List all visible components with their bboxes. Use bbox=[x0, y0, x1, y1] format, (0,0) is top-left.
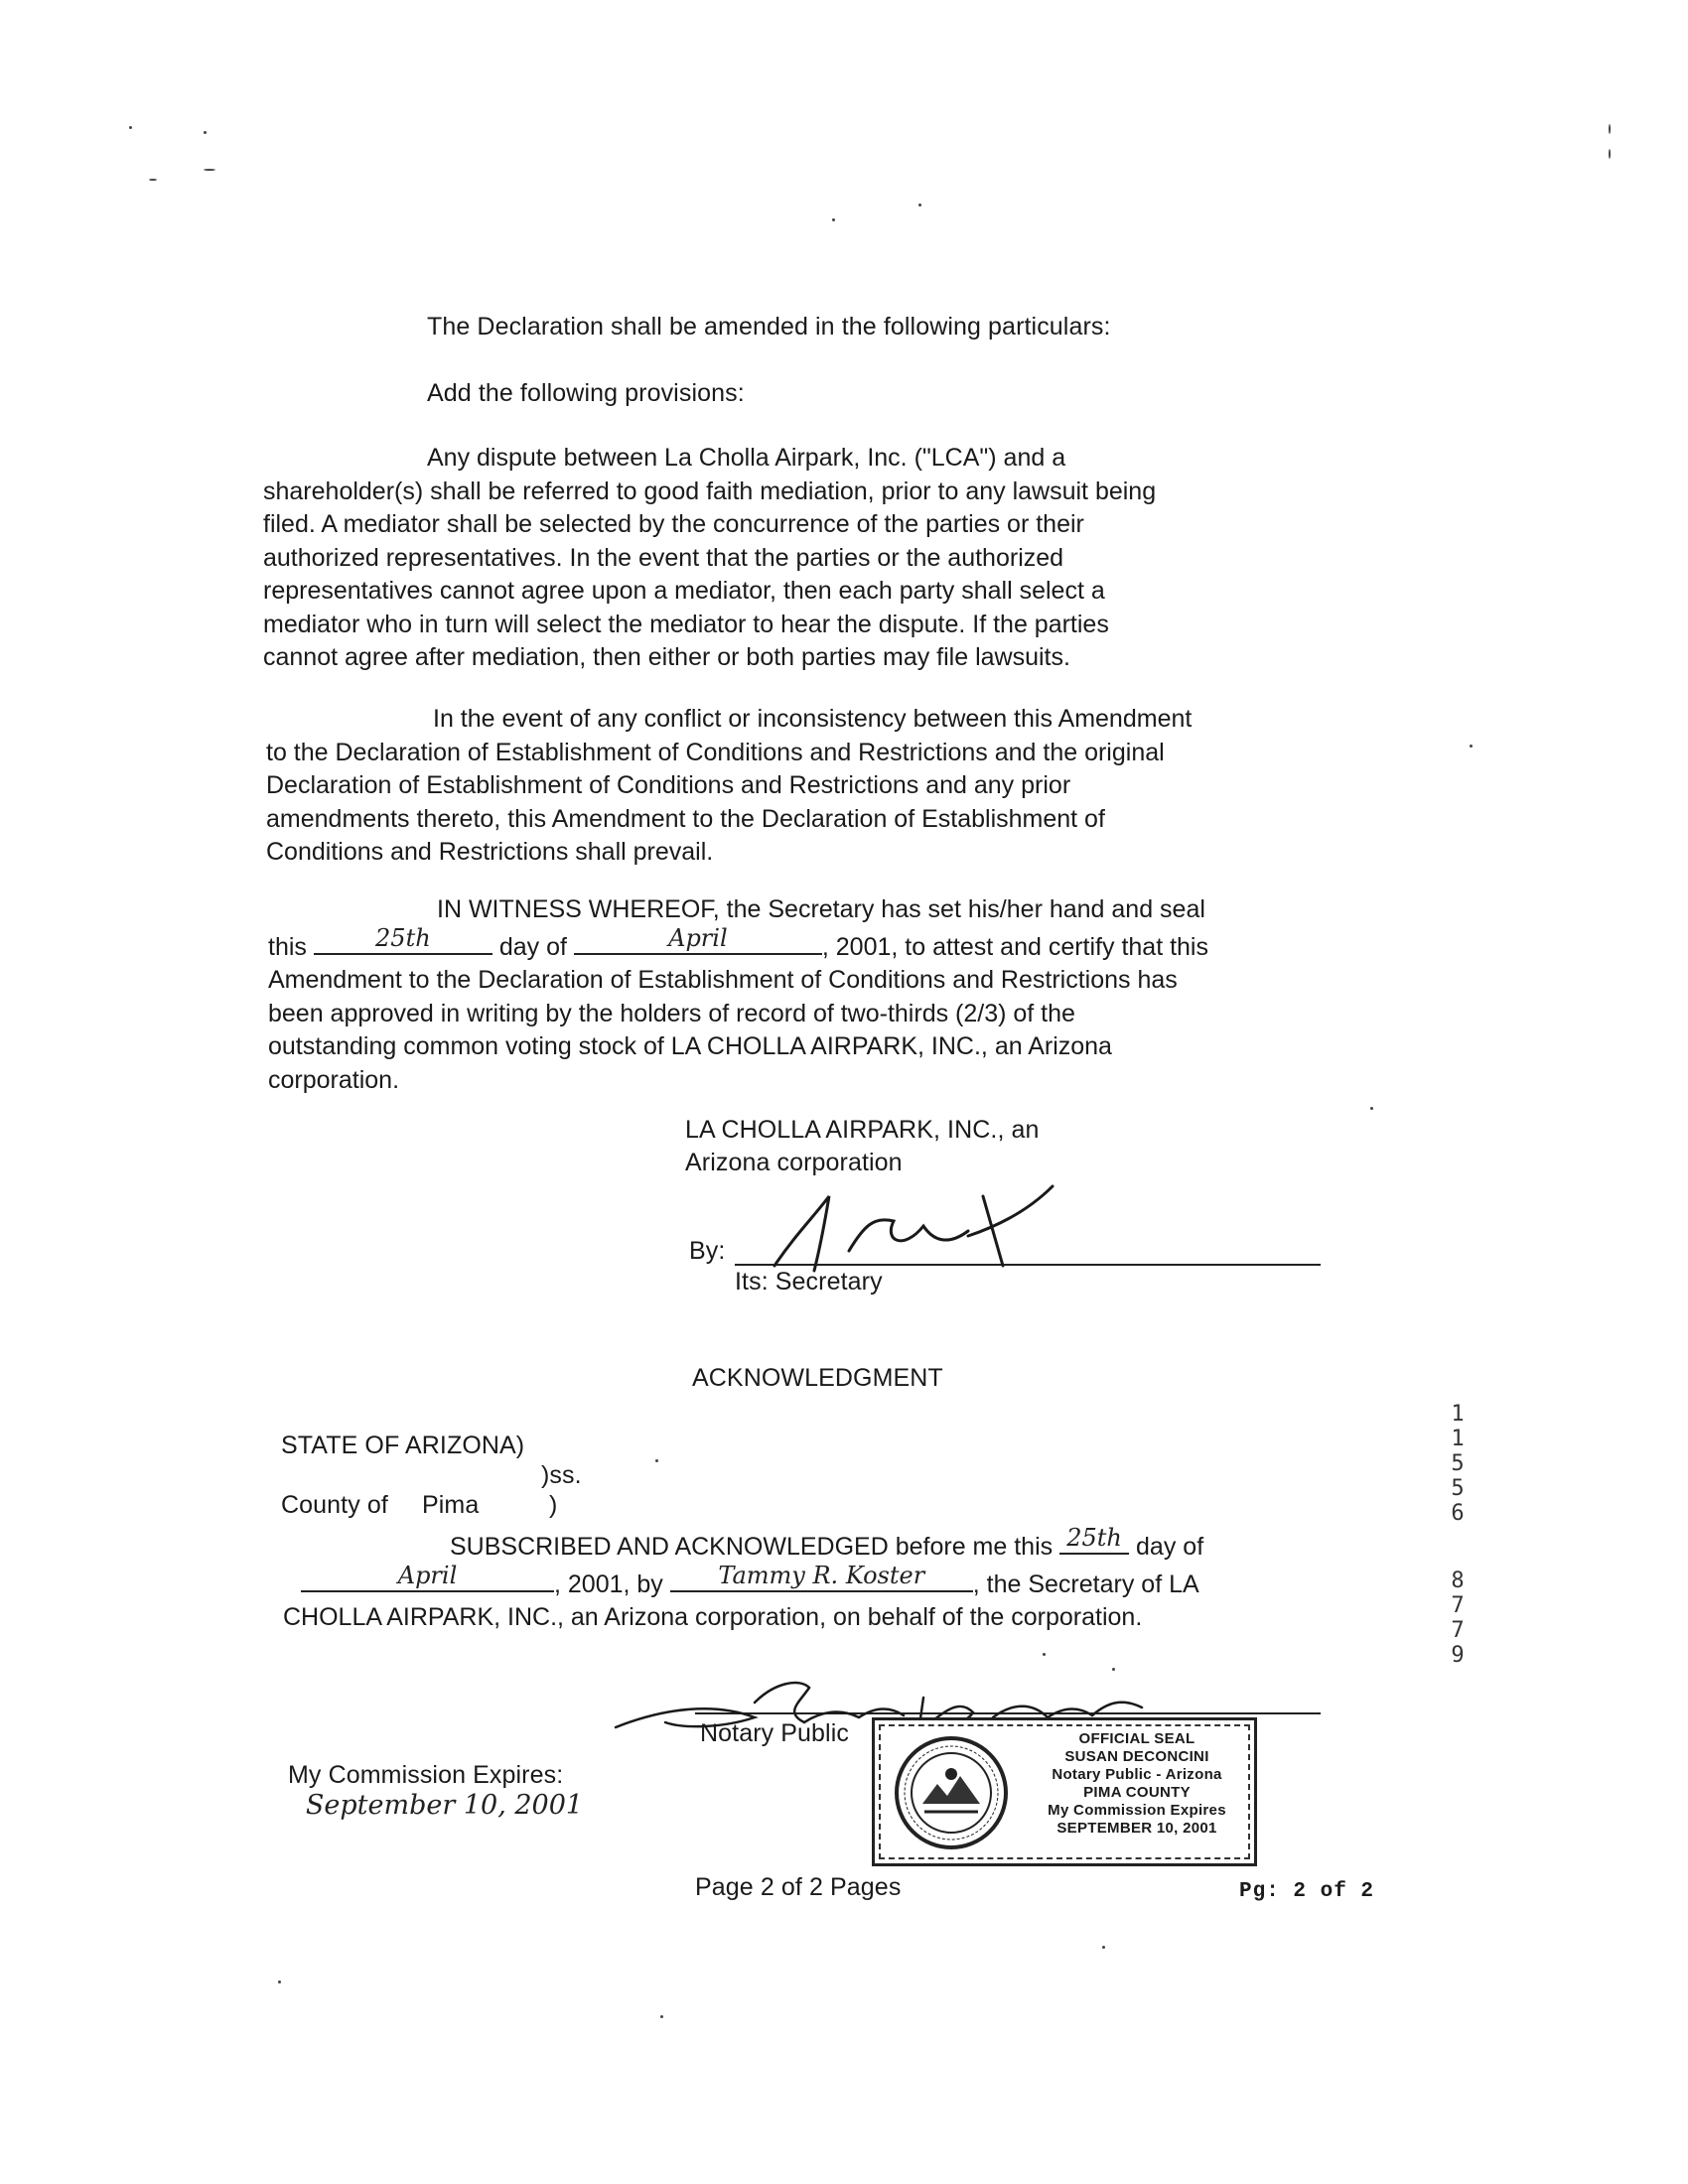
amendment-heading: The Declaration shall be amended in the following particulars: bbox=[427, 313, 1111, 341]
county-name: Pima bbox=[422, 1491, 480, 1519]
scan-speck bbox=[1470, 745, 1473, 748]
seal-line: OFFICIAL SEAL bbox=[1078, 1730, 1196, 1747]
scan-speck bbox=[1043, 1653, 1046, 1656]
paragraph-line: filed. A mediator shall be selected by the concurrence of the parties or their bbox=[263, 510, 1084, 538]
county-paren: ) bbox=[549, 1491, 558, 1519]
handwritten-ack-month: April bbox=[397, 1561, 458, 1589]
seal-line: Notary Public - Arizona bbox=[1052, 1766, 1222, 1783]
paragraph-line: Any dispute between La Cholla Airpark, Inc. ("LCA") and a bbox=[427, 444, 1066, 472]
entity-line-2: Arizona corporation bbox=[685, 1149, 903, 1176]
handwritten-month: April bbox=[668, 923, 728, 952]
handwritten-commission-date: September 10, 2001 bbox=[305, 1790, 584, 1821]
seal-line: PIMA COUNTY bbox=[1083, 1784, 1191, 1801]
scan-speck bbox=[918, 204, 921, 206]
seal-text bbox=[1024, 1730, 1250, 1838]
its-secretary: Its: Secretary bbox=[735, 1268, 883, 1296]
recording-digit: 8 bbox=[1451, 1569, 1465, 1593]
scan-speck bbox=[660, 2015, 663, 2018]
commission-label: My Commission Expires: bbox=[288, 1761, 564, 1789]
paragraph-line: Amendment to the Declaration of Establishment of Conditions and Restrictions has bbox=[268, 966, 1178, 994]
paragraph-line: authorized representatives. In the event that the parties or the authorized bbox=[263, 543, 1064, 572]
paragraph-line: amendments thereto, this Amendment to the Declaration of Establishment of bbox=[266, 804, 1105, 833]
recording-digit: 7 bbox=[1451, 1593, 1465, 1618]
recording-digit: 7 bbox=[1451, 1618, 1465, 1643]
recording-digit: 9 bbox=[1451, 1643, 1465, 1668]
acknowledgment-title: ACKNOWLEDGMENT bbox=[692, 1364, 943, 1392]
handwritten-day: 25th bbox=[375, 923, 431, 952]
page-label: Page 2 of 2 Pages bbox=[695, 1873, 902, 1901]
ack-line-3: CHOLLA AIRPARK, INC., an Arizona corporation, on behalf of the corporation. bbox=[283, 1603, 1143, 1631]
scan-speck bbox=[832, 218, 835, 221]
paragraph-line: shareholder(s) shall be referred to good faith mediation, prior to any lawsuit being bbox=[263, 477, 1157, 505]
mediation-paragraph bbox=[263, 442, 1156, 675]
recording-digit: 5 bbox=[1451, 1451, 1465, 1476]
handwritten-ack-day: 25th bbox=[1066, 1524, 1122, 1552]
scan-speck bbox=[204, 131, 207, 134]
ack-line-2: April , 2001, by Tammy R. Koster , the Secretary of LA bbox=[281, 1565, 1203, 1602]
paragraph-line: mediator who in turn will select the mediator to hear the dispute. If the parties bbox=[263, 610, 1109, 638]
scan-speck bbox=[1609, 149, 1611, 159]
by-label: By: bbox=[689, 1237, 726, 1265]
paragraph-line: representatives cannot agree upon a mediator, then each party shall select a bbox=[263, 577, 1105, 605]
add-provisions: Add the following provisions: bbox=[427, 379, 745, 407]
scan-speck bbox=[1609, 124, 1611, 134]
recording-digit: 6 bbox=[1451, 1501, 1465, 1526]
scan-speck bbox=[1102, 1946, 1105, 1949]
witness-line-2: this 25th day of April , 2001, to attest and certify that this bbox=[268, 923, 1208, 961]
scan-speck bbox=[1370, 1107, 1373, 1110]
paragraph-line: corporation. bbox=[268, 1065, 400, 1094]
handwritten-name: Tammy R. Koster bbox=[718, 1561, 925, 1589]
recording-digit: 1 bbox=[1451, 1402, 1465, 1427]
state-line: STATE OF ARIZONA) bbox=[281, 1432, 525, 1459]
ack-line-1: SUBSCRIBED AND ACKNOWLEDGED before me this 25th day of bbox=[450, 1524, 1204, 1561]
notary-public-label: Notary Public bbox=[700, 1719, 849, 1747]
county-label: County of bbox=[281, 1491, 388, 1519]
paragraph-line: Declaration of Establishment of Conditions and Restrictions and any prior bbox=[266, 771, 1071, 799]
scan-speck bbox=[129, 126, 132, 129]
arizona-state-seal-icon bbox=[893, 1734, 1010, 1851]
paragraph-line: cannot agree after mediation, then either or both parties may file lawsuits. bbox=[263, 643, 1070, 671]
ack-name-blank[interactable] bbox=[670, 1561, 973, 1592]
scan-speck bbox=[149, 179, 157, 181]
ss-mark: )ss. bbox=[541, 1461, 582, 1489]
seal-line: SUSAN DECONCINI bbox=[1064, 1748, 1209, 1765]
acknowledgment-paragraph bbox=[281, 1524, 1204, 1635]
seal-line: My Commission Expires bbox=[1048, 1802, 1226, 1819]
conflict-paragraph bbox=[266, 703, 1192, 870]
scan-speck bbox=[655, 1459, 658, 1462]
month-blank[interactable] bbox=[574, 923, 822, 955]
paragraph-line: outstanding common voting stock of LA CHOLLA AIRPARK, INC., an Arizona bbox=[268, 1032, 1112, 1060]
recording-digit: 1 bbox=[1451, 1427, 1465, 1451]
recording-digit: 5 bbox=[1451, 1476, 1465, 1501]
paragraph-line: Conditions and Restrictions shall prevail. bbox=[266, 838, 714, 866]
paragraph-line: In the event of any conflict or inconsistency between this Amendment bbox=[433, 705, 1193, 733]
witness-paragraph bbox=[268, 893, 1208, 1097]
paragraph-line: been approved in writing by the holders of record of two-thirds (2/3) of the bbox=[268, 999, 1075, 1027]
paragraph-line: to the Declaration of Establishment of Conditions and Restrictions and the original bbox=[266, 738, 1165, 766]
official-notary-seal bbox=[872, 1717, 1257, 1866]
scan-speck bbox=[278, 1980, 281, 1983]
witness-line-1: IN WITNESS WHEREOF, the Secretary has set his/her hand and seal bbox=[437, 895, 1205, 923]
entity-line-1: LA CHOLLA AIRPARK, INC., an bbox=[685, 1116, 1040, 1144]
ack-month-blank[interactable] bbox=[301, 1561, 554, 1592]
scan-speck bbox=[204, 169, 215, 171]
ack-day-blank[interactable] bbox=[1059, 1524, 1129, 1555]
page-number-stamp: Pg: 2 of 2 bbox=[1239, 1880, 1375, 1903]
commission-date bbox=[283, 1791, 606, 1821]
day-blank[interactable] bbox=[314, 923, 492, 955]
seal-line: SEPTEMBER 10, 2001 bbox=[1056, 1820, 1217, 1837]
